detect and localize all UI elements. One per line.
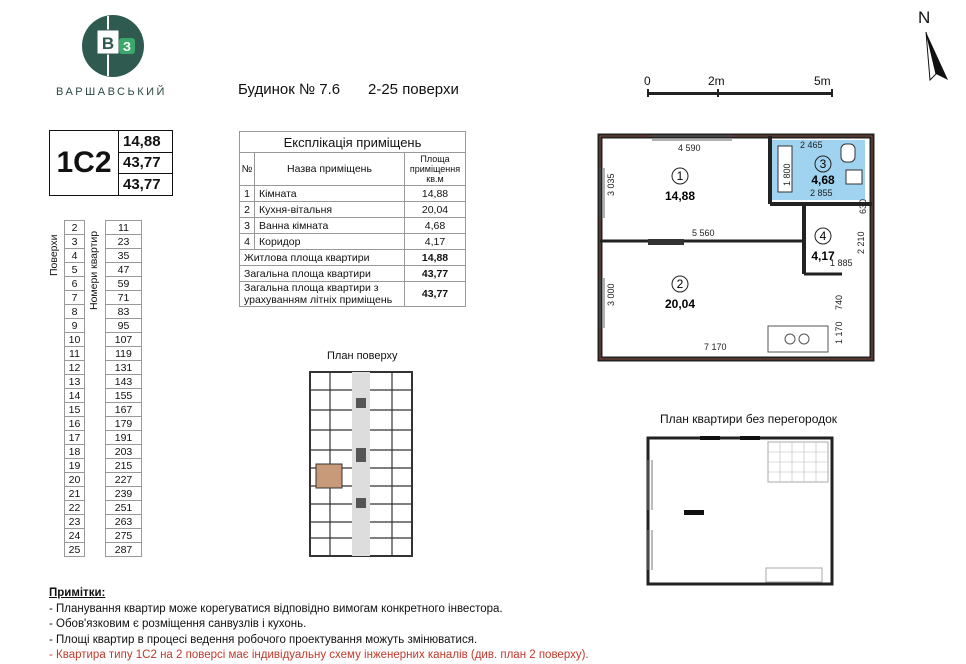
living-area: 14,88 bbox=[119, 131, 173, 153]
floor-number: 6 bbox=[65, 277, 85, 291]
apartment-number: 143 bbox=[106, 375, 142, 389]
room-num: 3 bbox=[240, 218, 255, 234]
explication-summary-row bbox=[240, 250, 466, 266]
floor-row bbox=[65, 389, 142, 403]
room-4-num: 4 bbox=[819, 229, 827, 243]
floor-number: 18 bbox=[65, 445, 85, 459]
apartment-number: 203 bbox=[106, 445, 142, 459]
room-name: Коридор bbox=[255, 234, 405, 250]
summary-label: Загальна площа квартири з урахуванням літніх приміщень bbox=[240, 282, 405, 307]
floor-row bbox=[65, 361, 142, 375]
room-4-area: 4,17 bbox=[811, 249, 835, 263]
col-num: № bbox=[240, 153, 255, 186]
apartment-number: 35 bbox=[106, 249, 142, 263]
room-area: 4,17 bbox=[405, 234, 466, 250]
room-name: Кухня-вітальня bbox=[255, 202, 405, 218]
notes-title: Примітки: bbox=[49, 587, 106, 599]
apartment-number: 239 bbox=[106, 487, 142, 501]
apartment-type-box bbox=[49, 130, 173, 196]
floor-row bbox=[65, 277, 142, 291]
floor-number: 20 bbox=[65, 473, 85, 487]
note-1: - Планування квартир може корегуватися відповідно вимогам конкретного інвестора. bbox=[49, 602, 503, 615]
room-num: 1 bbox=[240, 186, 255, 202]
room-area: 4,68 bbox=[405, 218, 466, 234]
apartment-number: 191 bbox=[106, 431, 142, 445]
explication-row bbox=[240, 202, 466, 218]
scale-bar bbox=[644, 74, 834, 98]
summary-value: 43,77 bbox=[405, 266, 466, 282]
dim-bath-bottom: 2 855 bbox=[810, 188, 833, 198]
floor-row bbox=[65, 417, 142, 431]
apartment-number: 59 bbox=[106, 277, 142, 291]
floor-row bbox=[65, 543, 142, 557]
floor-row bbox=[65, 445, 142, 459]
floor-number: 5 bbox=[65, 263, 85, 277]
dim-corridor-h: 2 210 bbox=[856, 231, 866, 254]
apartment-number: 287 bbox=[106, 543, 142, 557]
apartment-number: 167 bbox=[106, 403, 142, 417]
apartment-number: 263 bbox=[106, 515, 142, 529]
total-area: 43,77 bbox=[119, 152, 173, 174]
room-area: 20,04 bbox=[405, 202, 466, 218]
summary-label: Житлова площа квартири bbox=[240, 250, 405, 266]
dim-mid-width: 5 560 bbox=[692, 228, 715, 238]
dim-top-room1: 4 590 bbox=[678, 143, 701, 153]
logo-letter-2: З bbox=[122, 39, 132, 54]
explication-title: Експлікація приміщень bbox=[240, 132, 466, 153]
apartment-number: 251 bbox=[106, 501, 142, 515]
floor-row bbox=[65, 375, 142, 389]
explication-row bbox=[240, 186, 466, 202]
floor-row bbox=[65, 263, 142, 277]
explication-table bbox=[239, 131, 466, 307]
floor-row bbox=[65, 529, 142, 543]
floor-number: 12 bbox=[65, 361, 85, 375]
floor-number: 24 bbox=[65, 529, 85, 543]
dim-room2-height: 3 000 bbox=[606, 283, 616, 306]
dim-top-bath: 2 465 bbox=[800, 140, 823, 150]
room-num: 2 bbox=[240, 202, 255, 218]
compass-label: N bbox=[918, 8, 931, 27]
apt-numbers-label: Номери квартир bbox=[88, 230, 100, 310]
apartment-number: 95 bbox=[106, 319, 142, 333]
floor-row bbox=[65, 487, 142, 501]
floor-number: 21 bbox=[65, 487, 85, 501]
floor-number: 10 bbox=[65, 333, 85, 347]
floor-number: 8 bbox=[65, 305, 85, 319]
floor-number: 13 bbox=[65, 375, 85, 389]
scale-label-0: 0 bbox=[644, 74, 651, 88]
scale-label-2m: 2m bbox=[708, 74, 725, 88]
floor-row bbox=[65, 501, 142, 515]
apartment-number: 11 bbox=[106, 221, 142, 235]
floor-number: 19 bbox=[65, 459, 85, 473]
north-arrow-icon bbox=[916, 30, 958, 85]
apartment-number: 155 bbox=[106, 389, 142, 403]
note-2: - Обов'язковим є розміщення санвузлів і кухонь. bbox=[49, 618, 307, 630]
apartment-number: 131 bbox=[106, 361, 142, 375]
floor-row bbox=[65, 305, 142, 319]
floor-number: 4 bbox=[65, 249, 85, 263]
highlighted-apartment bbox=[316, 464, 342, 488]
floor-apartment-table bbox=[64, 220, 142, 557]
floors-range: 2-25 поверхи bbox=[368, 81, 459, 98]
dim-corridor-w: 1 885 bbox=[830, 258, 853, 268]
dim-1170: 1 170 bbox=[834, 321, 844, 344]
apartment-plan bbox=[592, 128, 882, 364]
floor-number: 7 bbox=[65, 291, 85, 305]
floor-row bbox=[65, 347, 142, 361]
floor-number: 22 bbox=[65, 501, 85, 515]
floor-row bbox=[65, 235, 142, 249]
floor-number: 17 bbox=[65, 431, 85, 445]
note-3: - Площі квартир в процесі ведення робочого проектування можуть змінюватися. bbox=[49, 633, 478, 646]
apartment-number: 107 bbox=[106, 333, 142, 347]
col-area: Площа приміщення кв.м bbox=[405, 153, 466, 186]
room-name: Кімната bbox=[255, 186, 405, 202]
explication-summary-row bbox=[240, 266, 466, 282]
explication-row bbox=[240, 234, 466, 250]
floor-row bbox=[65, 403, 142, 417]
apartment-type: 1С2 bbox=[50, 131, 119, 196]
scale-label-5m: 5m bbox=[814, 74, 831, 88]
floor-row bbox=[65, 221, 142, 235]
floor-row bbox=[65, 319, 142, 333]
floor-number: 15 bbox=[65, 403, 85, 417]
floor-number: 9 bbox=[65, 319, 85, 333]
apartment-number: 179 bbox=[106, 417, 142, 431]
floor-number: 23 bbox=[65, 515, 85, 529]
floor-number: 16 bbox=[65, 417, 85, 431]
explication-row bbox=[240, 218, 466, 234]
dim-room1-height: 3 035 bbox=[606, 173, 616, 196]
room-3-area: 4,68 bbox=[811, 173, 835, 187]
floor-plan-image bbox=[306, 368, 416, 560]
room-1-num: 1 bbox=[676, 169, 684, 183]
room-num: 4 bbox=[240, 234, 255, 250]
floors-label: Поверхи bbox=[48, 234, 60, 276]
room-name: Ванна кімната bbox=[255, 218, 405, 234]
room-2-area: 20,04 bbox=[664, 297, 696, 311]
apartment-number: 83 bbox=[106, 305, 142, 319]
apartment-number: 71 bbox=[106, 291, 142, 305]
explication-summary-row bbox=[240, 282, 466, 307]
floor-plan-title: План поверху bbox=[327, 350, 398, 362]
summary-label: Загальна площа квартири bbox=[240, 266, 405, 282]
apartment-number: 227 bbox=[106, 473, 142, 487]
summary-value: 14,88 bbox=[405, 250, 466, 266]
floor-number: 25 bbox=[65, 543, 85, 557]
logo-letter-1: В bbox=[101, 34, 115, 53]
note-red: - Квартира типу 1С2 на 2 поверсі має індивідуальну схему інженерних каналів (див. план 2 поверху). bbox=[49, 649, 589, 661]
floor-row bbox=[65, 249, 142, 263]
floor-row bbox=[65, 473, 142, 487]
total-area-summer: 43,77 bbox=[119, 174, 173, 196]
floor-row bbox=[65, 333, 142, 347]
dim-bottom-width: 7 170 bbox=[704, 342, 727, 352]
dim-630: 630 bbox=[858, 198, 868, 214]
brand-logo bbox=[80, 10, 150, 82]
open-plan-image bbox=[640, 430, 840, 590]
apartment-number: 47 bbox=[106, 263, 142, 277]
room-1-area: 14,88 bbox=[664, 189, 696, 203]
floor-row bbox=[65, 515, 142, 529]
room-2-num: 2 bbox=[676, 277, 684, 291]
apartment-number: 215 bbox=[106, 459, 142, 473]
floor-number: 3 bbox=[65, 235, 85, 249]
building-number: Будинок № 7.6 bbox=[238, 81, 341, 98]
col-name: Назва приміщень bbox=[255, 153, 405, 186]
floor-row bbox=[65, 291, 142, 305]
apartment-number: 275 bbox=[106, 529, 142, 543]
dim-bath-height: 1 800 bbox=[782, 163, 792, 186]
brand-name: ВАРШАВСЬКИЙ bbox=[56, 86, 167, 98]
floors-label-cell bbox=[47, 220, 64, 278]
floor-row bbox=[65, 459, 142, 473]
room-3-num: 3 bbox=[819, 157, 827, 171]
open-plan-title: План квартири без перегородок bbox=[660, 412, 838, 426]
floor-number: 11 bbox=[65, 347, 85, 361]
floor-number: 14 bbox=[65, 389, 85, 403]
notes-section bbox=[49, 586, 929, 664]
summary-value: 43,77 bbox=[405, 282, 466, 307]
apartment-number: 23 bbox=[106, 235, 142, 249]
room-area: 14,88 bbox=[405, 186, 466, 202]
floor-row bbox=[65, 431, 142, 445]
dim-740: 740 bbox=[834, 294, 844, 310]
floor-number: 2 bbox=[65, 221, 85, 235]
apartment-number: 119 bbox=[106, 347, 142, 361]
